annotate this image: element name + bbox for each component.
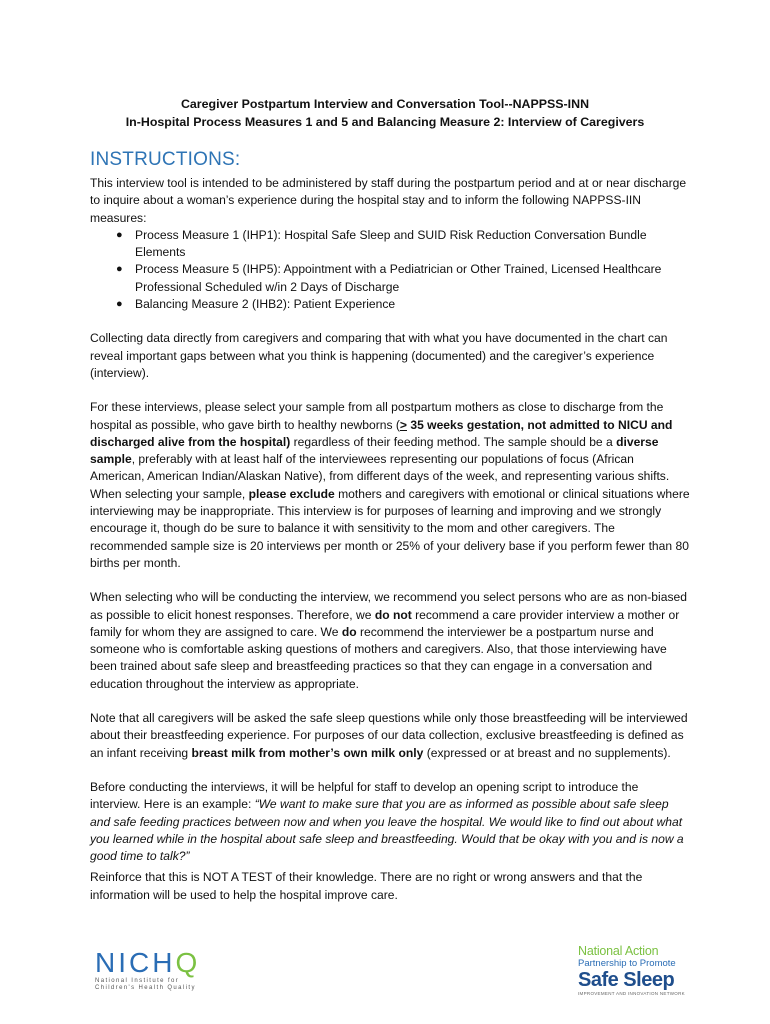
instructions-heading: INSTRUCTIONS: (90, 149, 241, 170)
bullet-icon: ● (116, 263, 123, 276)
greater-equal-symbol: > (399, 417, 407, 432)
document-title (60, 95, 710, 131)
measure-text: Balancing Measure 2 (IHB2): Patient Experience (135, 297, 396, 312)
napss-line-4: IMPROVEMENT AND INNOVATION NETWORK (578, 991, 685, 996)
napss-line-1: National Action (578, 944, 659, 958)
breast-milk-emphasis: breast milk from mother’s own milk only (191, 745, 424, 760)
title-line-1: Caregiver Postpartum Interview and Conversation Tool--NAPPSS-INN (180, 97, 590, 111)
instructions-body (90, 175, 690, 904)
footer-logos (0, 940, 770, 1024)
script-example: “We want to make sure that you are as informed as possible about safe sleep and safe feeding practices between now and when you leave the hospital. We would like to find out about what you learned while in the hospital about safe sleep and breastfeeding. Would that be okay with you and is now a good time to talk?” (90, 797, 684, 864)
do-not-emphasis: do not (374, 607, 412, 622)
do-emphasis: do (341, 624, 357, 639)
sample-text: , preferably with at least half of the interviewees representing our populations of focus (African American, American Indian/Alaskan Native), from different days of the week, and representing various shifts. When selecting your sample, (90, 452, 670, 501)
bullet-icon: ● (116, 228, 123, 241)
selecting-text: When selecting who will be conducting the interview, we recommend you select persons who are as non-biased as possible to elicit honest responses. Therefore, we (90, 590, 687, 622)
reinforce-paragraph: Reinforce that this is NOT A TEST of their knowledge. There are no right or wrong answers and that the information will be used to help the hospital improve care. (90, 870, 643, 902)
selecting-text: recommend a care provider interview a mother or family for whom they are assigned to care. We (90, 607, 680, 639)
note-text: (expressed or at breast and no supplements). (423, 745, 671, 760)
note-text: Note that all caregivers will be asked the safe sleep questions while only those breastfeeding will be interviewed about their breastfeeding experience. For purposes of our data collection, exclusive breastfeeding is defined as an infant receiving (90, 711, 688, 760)
title-line-2: In-Hospital Process Measures 1 and 5 and Balancing Measure 2: Interview of Caregivers (125, 115, 645, 129)
nichq-wordmark: NICH (95, 947, 176, 978)
measures-list (90, 227, 690, 313)
exclude-emphasis: please exclude (248, 486, 335, 501)
sample-paragraph (90, 399, 690, 572)
nichq-q-letter: Q (175, 947, 201, 978)
nichq-logo (95, 948, 205, 1008)
script-paragraph (90, 779, 690, 865)
measure-item (90, 227, 690, 262)
note-paragraph (90, 710, 690, 762)
script-text: Before conducting the interviews, it will be helpful for staff to develop an opening script to introduce the interview. Here is an example: (90, 779, 639, 812)
selecting-paragraph (90, 589, 690, 693)
measure-item (90, 261, 690, 296)
napss-line-2: Partnership to Promote (578, 958, 676, 969)
sample-criteria: 35 weeks gestation, not admitted to NICU and discharged alive from the hospital) (90, 417, 673, 449)
measure-text: Process Measure 5 (IHP5): Appointment with a Pediatrician or Other Trained, Licensed Healthcare Professional Scheduled w/in 2 Days of Discharge (135, 262, 662, 294)
measure-item (90, 296, 690, 313)
sample-text: regardless of their feeding method. The sample should be a (290, 434, 617, 449)
nichq-subtitle-2: Children's Health Quality (95, 985, 196, 991)
bullet-icon: ● (116, 298, 123, 311)
intro-paragraph: This interview tool is intended to be administered by staff during the postpartum period and at or near discharge to inquire about a woman’s experience during the hospital stay and to inform the following NAPPSS-IIN measures: (90, 176, 687, 225)
measure-text: Process Measure 1 (IHP1): Hospital Safe Sleep and SUID Risk Reduction Conversation Bundle Elements (135, 227, 647, 260)
sample-text: mothers and caregivers with emotional or clinical situations where interviewing may be inappropriate. This interview is for purposes of learning and improving and we strongly encourage it, though do be sure to balance it with sensitivity to the mom and other caregivers. The recommended sample size is 20 interviews per month or 25% of your delivery base if you perform fewer than 80 births per month. (90, 486, 690, 570)
napss-line-3: Safe Sleep (578, 969, 675, 991)
collecting-paragraph: Collecting data directly from caregivers and comparing that with what you have documented in the chart can reveal important gaps between what you think is happening (documented) and the caregiver’s experience (interview). (90, 331, 668, 380)
diverse-sample-emphasis: diverse sample (90, 434, 659, 467)
nichq-subtitle-1: National Institute for (95, 978, 180, 984)
selecting-text: recommend the interviewer be a postpartum nurse and someone who is comfortable asking questions of mothers and caregivers. Also, that those interviewing have been trained about safe sleep and breastfeeding practices so that they can engage in a conversation and education throughout the interview as appropriate. (90, 624, 667, 691)
sample-text: For these interviews, please select your sample from all postpartum mothers as close to discharge from the hospital as possible, who gave birth to healthy newborns ( (90, 400, 664, 432)
safe-sleep-logo (578, 944, 688, 1020)
